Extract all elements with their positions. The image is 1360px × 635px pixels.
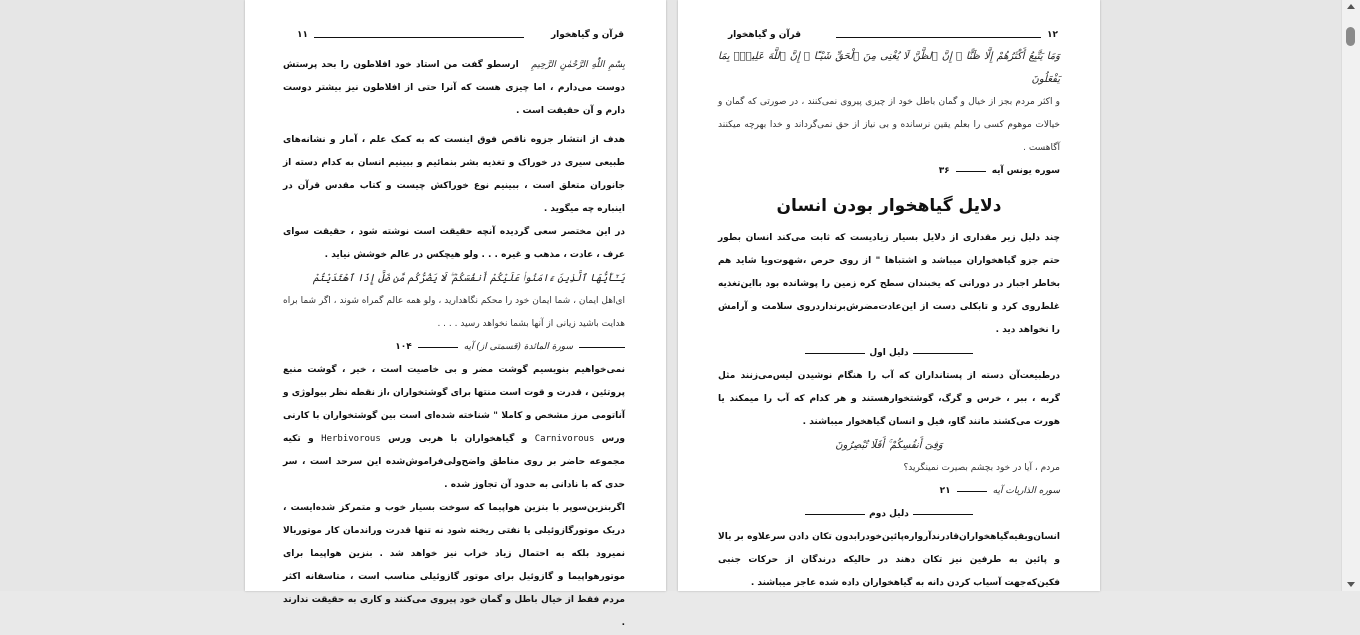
paragraph-text: و تکیه مجموعه‌ حاضر بر روی مناطق واضح‌ولی‌فراموش‌شده‌ این سرحد است ، سر حدی که با نادانی به حدود آن تجاوز شده . — [283, 434, 625, 490]
scrollbar-thumb[interactable] — [1346, 27, 1355, 46]
reference-rule — [957, 491, 987, 492]
reference-number: ۳۶ — [938, 166, 950, 176]
paragraph — [283, 359, 625, 497]
page-number: ۱۲ — [1047, 30, 1058, 40]
reference-surah: سوره یونس آیه — [991, 166, 1060, 176]
paragraph-text: ارسطو گفت من استاد خود افلاطون را بحد پرستش دوست می‌دارم ، اما چیزی هست که آنرا حتی از افلاطون نیز بیشتر دوست دارم و آن حقیقت است . — [283, 60, 625, 116]
paragraph: در این مختصر سعی گردیده آنچه حقیقت است نوشته شود ، حقیقت سوای عرف ، عادت ، مذهب و غیره . . . ولو هیچکس در عالم خوشش نیاید . — [283, 227, 625, 260]
verse-translation: و اکثر مردم بجز از خیال و گمان باطل خود از چیزی پیروی نمی‌کنند ، در صورتی که گمان و خیالات موهوم کسی را بعلم یقین نرسانده و بی نیاز از حق نمی‌گرداند و خدا بهرچه میکنند آگاهست . — [718, 97, 1060, 153]
verse-translation: مردم ، آیا در خود بچشم بصیرت نمینگرید؟ — [903, 463, 1060, 473]
page-12 — [678, 0, 1100, 591]
header-book-title: قرآن و گیاهخوار — [550, 30, 624, 40]
header-book-title: قرآن و گیاهخوار — [728, 30, 802, 40]
reference-number: ۲۱ — [939, 486, 951, 496]
latin-term: Herbivorous — [321, 434, 381, 444]
reference-rule — [418, 347, 458, 348]
quran-verse: وَفِىٓ أَنفُسِكُمْ ۚ أَفَلَا تُبْصِرُونَ — [835, 440, 943, 451]
verse-reference — [718, 160, 1060, 183]
header-rule — [314, 37, 524, 38]
page-body — [283, 54, 625, 635]
heading-rule — [913, 353, 973, 354]
paragraph: درطبیعت‌آن دسته از پستانداران که آب را هنگام نوشیدن لیس‌می‌زنند مثل گربه ، ببر ، خرس و گرگ، گوشتخوارهستند و هر کدام که آب را میمکند یا هورت می‌کشند مانند گاو، فیل و انسان گیاهخوار میباشند . — [718, 371, 1060, 427]
verse-translation: ای‌اهل ایمان ، شما ایمان خود را محکم نگاهدارید ، ولو همه عالم گمراه شوند ، اگر شما براه هدایت باشید زیانی از آنها بشما نخواهد رسید . . . . — [283, 296, 625, 329]
paragraph: چند دلیل زیر مقداری از دلایل بسیار زیادیست که ثابت می‌کند انسان بطور حتم جزو گیاهخواران میباشد و اشتباها " از روی حرص ،شهوت‌ویا شاید هم بخاطر اجبار در دورانی که یخبندان سطح کره زمین را پوشانده بود بااین‌تغذیه غلط‌روی کرد و تابکلی دست از این‌عادت‌مضرش‌برندارد‌روی سلامت و آرامش را نخواهد دید . — [718, 233, 1060, 335]
heading-rule — [805, 514, 865, 515]
page-header — [297, 30, 624, 42]
reference-surah: سوره الذاریات آیه — [992, 486, 1060, 496]
quran-verse: وَمَا يَتَّبِعُ أَكْثَرُهُمْ إِلَّا ظَنًّا ۚ إِنَّ ٱلظَّنَّ لَا يُغْنِى مِنَ ٱلْحَقِّ شَيْـًٔا ۚ إِنَّ ٱللَّهَ عَلِيمٌۢ بِمَا يَفْعَلُونَ — [718, 51, 1060, 85]
verse-reference — [283, 336, 625, 359]
page-11 — [245, 0, 666, 628]
scroll-down-arrow-icon[interactable] — [1347, 582, 1355, 587]
heading-rule — [805, 353, 865, 354]
paragraph: هدف از انتشار جزوه ناقص فوق اینست که به کمک علم ، آمار و نشانه‌های طبیعی سیری در خوراک و تغذیه بشر بنمائیم و ببینیم انسان به کدام دسته از جانوران متعلق است ، ببینیم نوع خوراکش چیست و کتاب مقدس قرآن در اینباره چه میگوید . — [283, 135, 625, 214]
heading-rule — [913, 514, 973, 515]
paragraph: انسان‌وبقیه‌گیاهخواران‌قادرند‌آرواره‌پائین‌خود‌رابدون تکان دادن سرعلاوه بر بالا و پائین به طرفین نیز تکان دهند در حالیکه درندگان از حرکات جنبی فکین‌که‌جهت آسیاب کردن دانه به گیاهخواران داده شده عاجز میباشند . — [718, 532, 1060, 588]
latin-term: Carnivorous — [534, 434, 595, 444]
basmala: بِسْمِ اللّٰهِ الرَّحْمٰنِ الرَّحِيمِ — [531, 60, 625, 70]
scroll-up-arrow-icon[interactable] — [1347, 4, 1355, 9]
page-number: ۱۱ — [297, 30, 308, 40]
vertical-scrollbar[interactable] — [1341, 0, 1360, 591]
verse-reference — [718, 480, 1060, 503]
reference-rule — [956, 171, 986, 172]
reference-rule — [579, 347, 625, 348]
paragraph — [283, 54, 625, 123]
paragraph-text: و گیاهخواران با هربی ورس — [388, 434, 528, 444]
paragraph: اگربنزین‌سوپر با بنزین هواپیما که سوخت بسیار خوب و متمرکز شده‌ایست ، دریک موتورگازوئیلی یا نفتی ریخته شود نه تنها قدرت وراندمان کار موتوربالا نمیرود بلکه به احتمال زیاد خراب نیز خواهد شد . بنزین هواپیما برای موتورهواپیما و گازوئیل برای موتور گازوئیلی مناسب است ، متاسفانه اکثر مردم فقط از خیال باطل و گمان خود پیروی می‌کنند و کاری به حقیقت ندارند . — [283, 503, 625, 628]
reference-number: ۱۰۴ — [395, 342, 412, 352]
reason-heading — [718, 342, 1060, 365]
paragraph-text: نمی‌خواهیم بنویسیم گوشت مضر و بی خاصیت است ، خیر ، گوشت منبع پروتئین ، قدرت و قوت است منتها برای گوشتخواران ،از نقطه نظر بیولوژی و آناتومی مرز مشخص و کاملا " شناخته شده‌ای است بین گوشتخواران با کارنی ورس — [283, 365, 625, 444]
section-title: دلایل گیاهخوار بودن انسان — [776, 196, 1002, 216]
reason-heading — [718, 503, 1060, 526]
reason-label: دلیل دوم — [869, 509, 909, 519]
header-rule — [836, 37, 1041, 38]
reference-surah: سورة المائدة (قسمتی از) آیه — [463, 342, 573, 352]
quran-verse: يَـٰٓأَيُّهَا ٱلَّذِينَ ءَامَنُوا۟ عَلَيْكُمْ أَنفُسَكُمْ ۖ لَا يَضُرُّكُم مَّن ضَلَّ إِذَا ٱهْتَدَيْتُمْ — [313, 273, 625, 284]
page-header — [728, 30, 1058, 42]
reason-label: دلیل اول — [869, 348, 909, 358]
page-body — [718, 45, 1060, 595]
